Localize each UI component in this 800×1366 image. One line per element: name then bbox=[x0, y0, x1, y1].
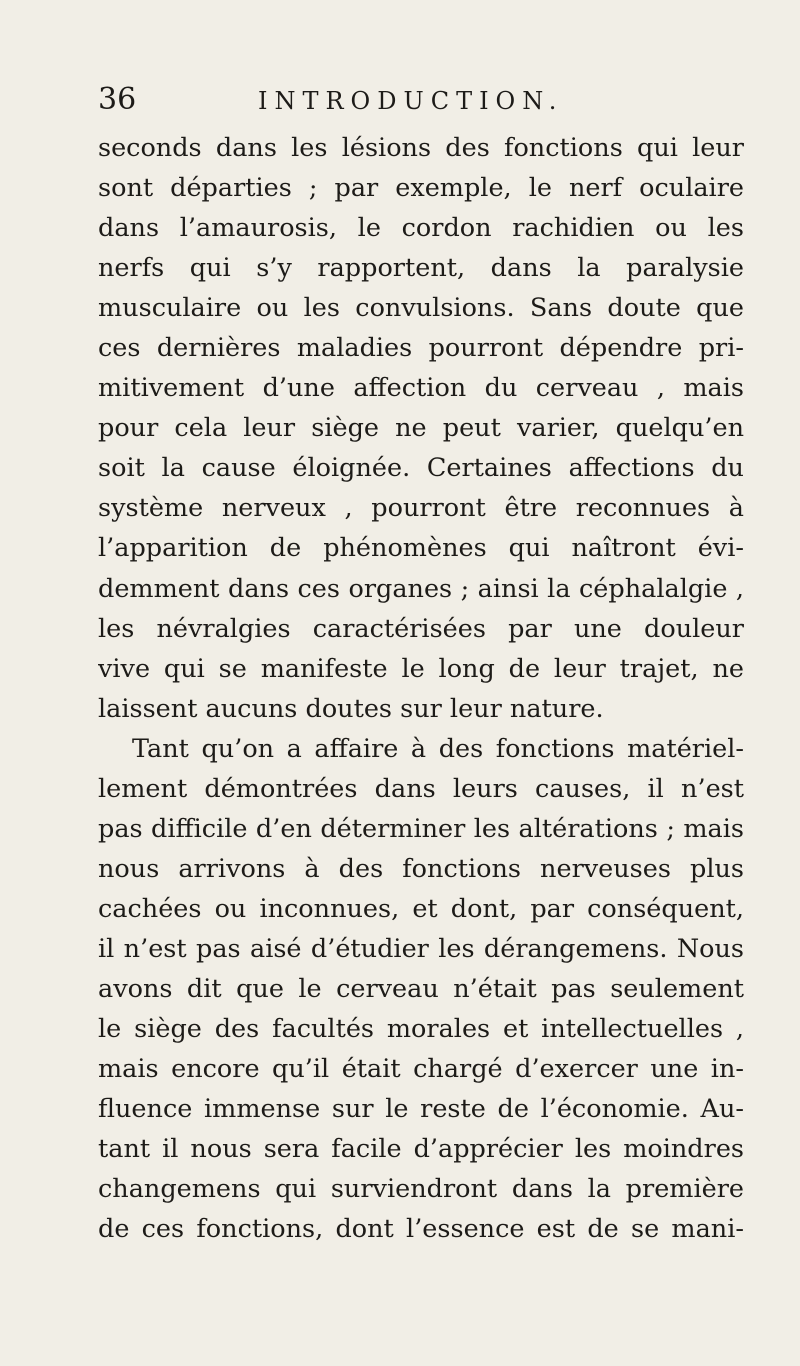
text-line: ces dernières maladies pourront dépendre pri- bbox=[98, 333, 744, 364]
text-line: seconds dans les lésions des fonctions qui leur bbox=[98, 133, 744, 163]
text-line: système nerveux , pourront être reconnues à bbox=[98, 493, 744, 524]
text-line: dans l’amaurosis, le cordon rachidien ou les bbox=[98, 213, 744, 244]
text-line: soit la cause éloignée. Certaines affections du bbox=[98, 453, 744, 484]
text-line: les névralgies caractérisées par une douleur bbox=[98, 613, 744, 644]
text-line: demment dans ces organes ; ainsi la céphalalgie , bbox=[98, 573, 744, 604]
text-line: il n’est pas aisé d’étudier les dérangemens. Nous bbox=[98, 933, 744, 964]
text-line: laissent aucuns doutes sur leur nature. bbox=[98, 693, 604, 724]
text-line: avons dit que le cerveau n’était pas seulement bbox=[98, 973, 744, 1004]
text-line: tant il nous sera facile d’apprécier les moindres bbox=[98, 1134, 744, 1165]
text-line: lement démontrées dans leurs causes, il n’est bbox=[98, 773, 744, 804]
text-line: le siège des facultés morales et intellectuelles , bbox=[98, 1014, 744, 1045]
text-line: nous arrivons à des fonctions nerveuses plus bbox=[98, 853, 744, 884]
page-number: 36 bbox=[98, 82, 137, 117]
text-line: mitivement d’une affection du cerveau , mais bbox=[98, 373, 744, 404]
text-line: vive qui se manifeste le long de leur trajet, ne bbox=[98, 653, 744, 684]
text-line: Tant qu’on a affaire à des fonctions matériel- bbox=[132, 733, 744, 764]
text-line: pour cela leur siège ne peut varier, quelqu’en bbox=[98, 413, 744, 444]
text-line: l’apparition de phénomènes qui naîtront évi- bbox=[98, 533, 744, 564]
text-line: fluence immense sur le reste de l’économie. Au- bbox=[98, 1094, 744, 1125]
running-title: INTRODUCTION. bbox=[258, 87, 564, 115]
text-line: cachées ou inconnues, et dont, par conséquent, bbox=[98, 893, 744, 924]
text-line: mais encore qu’il était chargé d’exercer une in- bbox=[98, 1054, 744, 1085]
page-header bbox=[98, 82, 738, 122]
text-line: musculaire ou les convulsions. Sans doute que bbox=[98, 293, 744, 324]
text-line: pas difficile d’en déterminer les altérations ; mais bbox=[98, 813, 744, 844]
text-line: de ces fonctions, dont l’essence est de se mani- bbox=[98, 1214, 744, 1245]
text-line: nerfs qui s’y rapportent, dans la paralysie bbox=[98, 253, 744, 284]
page-text bbox=[98, 128, 744, 1249]
text-line: sont départies ; par exemple, le nerf oculaire bbox=[98, 173, 744, 204]
text-line: changemens qui surviendront dans la première bbox=[98, 1174, 744, 1205]
